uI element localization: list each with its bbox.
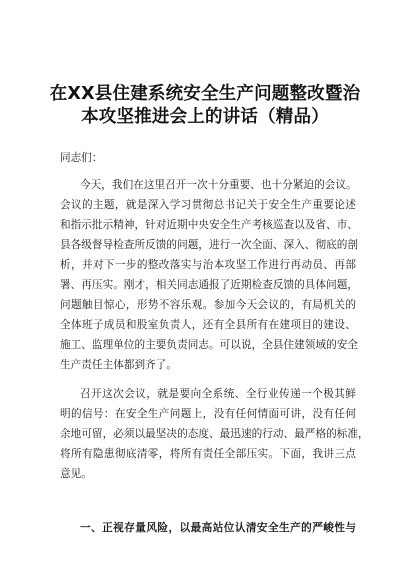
paragraph-line: 和指示批示精神，针对近期中央安全生产考核巡查以及省、市、: [60, 219, 359, 231]
paragraph-line: 县各级督导检查所反馈的问题，进行一次全面、深入、彻底的剖: [60, 239, 359, 251]
paragraph-line: 余地可留，必须以最坚决的态度、最迅速的行动、最严格的标准，: [60, 428, 369, 440]
paragraph-line: 会议的主题，就是深入学习贯彻总书记关于安全生产重要论述: [60, 199, 356, 211]
paragraph-line: 召开这次会议，就是要向全系统、全行业传递一个极其鲜: [80, 388, 356, 400]
paragraph-line: 全体班子成员和股室负责人，还有全县所有在建项目的建设、: [60, 319, 356, 331]
paragraph-line: 问题触目惊心，形势不容乐观。参加今天会议的，有局机关的: [60, 299, 356, 311]
paragraph-line: 生产责任主体都到齐了。: [60, 359, 178, 371]
paragraph-line: 今天，我们在这里召开一次十分重要、也十分紧迫的会议。: [80, 179, 357, 191]
paragraph-line: 意见。: [60, 468, 92, 480]
paragraph-line: 署、再压实。刚才，相关同志通报了近期检查反馈的具体问题，: [60, 279, 359, 291]
salutation: 同志们：: [60, 152, 103, 164]
paragraph-line: 将所有隐患彻底清零，将所有责任全部压实。下面，我讲三点: [60, 448, 356, 460]
document-title-line-2: 本攻坚推进会上的讲话（精品）: [81, 107, 329, 127]
paragraph-line: 施工、监理单位的主要负责同志。可以说，全县住建领域的安全: [60, 339, 359, 351]
paragraph-line: 析，并对下一步的整改落实与治本攻坚工作进行再动员、再部: [60, 259, 356, 271]
section-heading: 一、正视存量风险，以最高站位认清安全生产的严峻性与: [80, 522, 356, 534]
document-title-line-1: 在XX县住建系统安全生产问题整改暨治: [49, 84, 361, 104]
paragraph-line: 明的信号：在安全生产问题上，没有任何情面可讲，没有任何: [60, 408, 356, 420]
